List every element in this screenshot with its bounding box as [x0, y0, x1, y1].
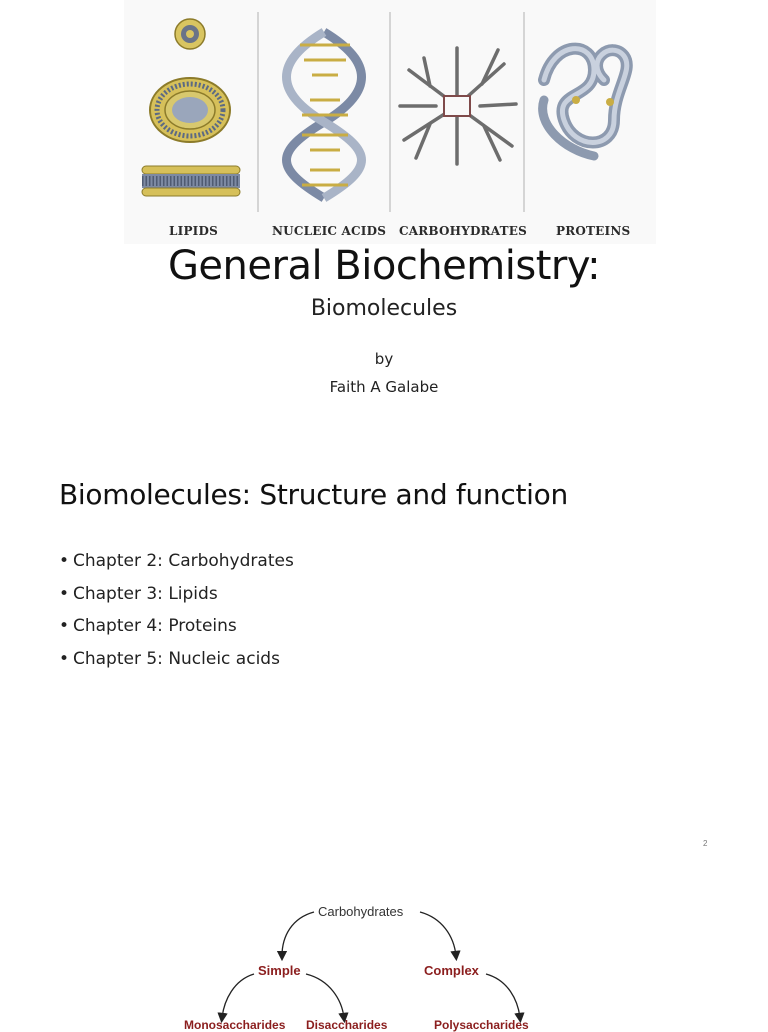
biomolecules-illustration: [124, 0, 656, 244]
chapter-label: Chapter 4: Proteins: [73, 616, 237, 636]
lipid-micelle: [175, 19, 205, 49]
arrow-to-simple: [282, 912, 314, 956]
node-disaccharides: Disaccharides: [306, 1018, 388, 1032]
arrow-to-disaccharides: [306, 974, 344, 1018]
chapter-label: Chapter 3: Lipids: [73, 583, 218, 604]
title-slide: [0, 0, 768, 410]
list-item: [59, 646, 294, 679]
list-item: [59, 548, 294, 581]
node-complex: Complex: [424, 963, 479, 978]
author-name: Faith A Galabe: [329, 378, 439, 396]
label-lipids: LIPIDS: [169, 224, 218, 238]
page-number: 2: [703, 839, 708, 848]
label-carbohydrates: CARBOHYDRATES: [399, 224, 527, 238]
node-polysaccharides: Polysaccharides: [434, 1018, 529, 1032]
contents-title: Biomolecules: Structure and function: [59, 478, 568, 511]
arrow-to-polysaccharides: [486, 974, 520, 1018]
chapter-label: Chapter 5: Nucleic acids: [73, 648, 280, 669]
node-carbohydrates: Carbohydrates: [318, 904, 404, 919]
by-label: by: [374, 350, 394, 368]
classification-arrows: [0, 872, 768, 1024]
chapter-list: [59, 548, 294, 678]
bullet-icon: •: [59, 551, 70, 571]
list-item: [59, 581, 294, 614]
slide-title: General Biochemistry:: [167, 243, 601, 289]
bullet-icon: •: [59, 583, 70, 604]
node-simple: Simple: [258, 963, 301, 978]
lipid-liposome: [150, 78, 230, 142]
chapter-label: Chapter 2: Carbohydrates: [73, 551, 294, 571]
slide-subtitle: Biomolecules: [310, 296, 458, 321]
node-monosaccharides: Monosaccharides: [184, 1018, 286, 1032]
bullet-icon: •: [59, 616, 70, 636]
arrow-to-monosaccharides: [222, 974, 254, 1018]
contents-slide: [0, 440, 768, 860]
carbohydrate-classification-slide: [0, 872, 768, 1032]
arrow-to-complex: [420, 912, 456, 956]
lipid-bilayer: [142, 166, 240, 196]
label-proteins: PROTEINS: [556, 224, 631, 238]
list-item: [59, 613, 294, 646]
label-nucleic-acids: NUCLEIC ACIDS: [272, 224, 387, 238]
bullet-icon: •: [59, 648, 70, 669]
